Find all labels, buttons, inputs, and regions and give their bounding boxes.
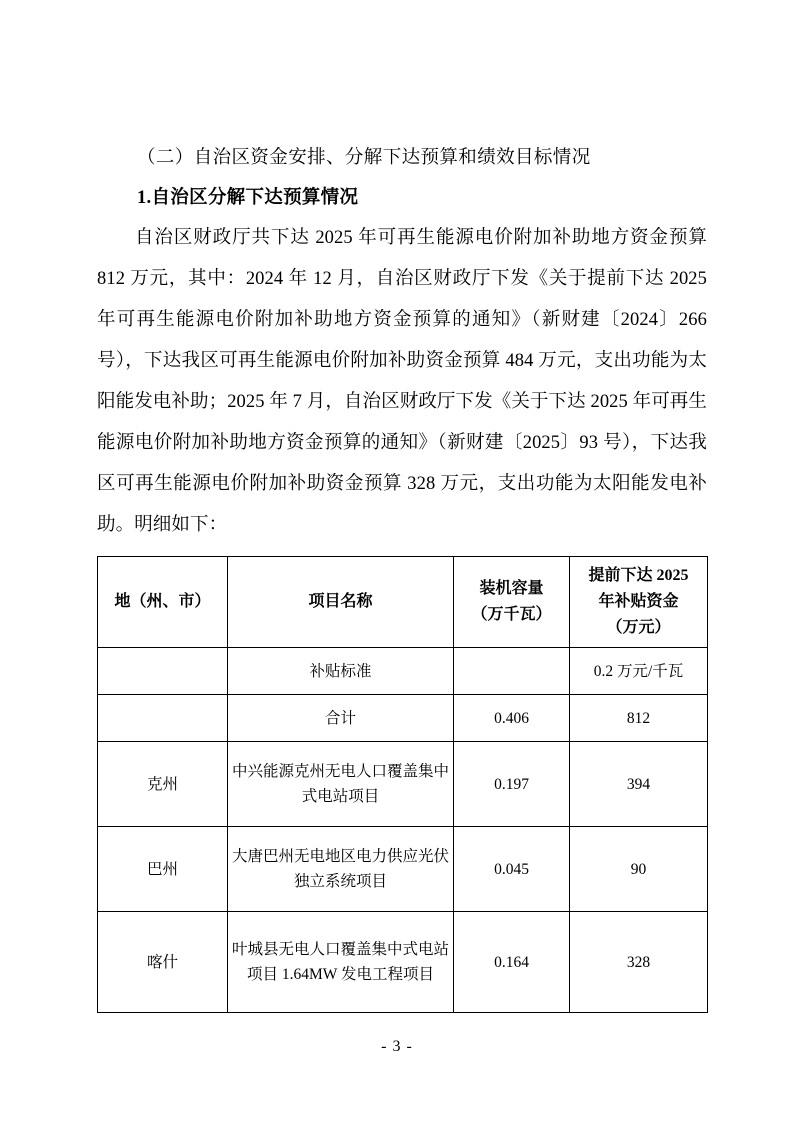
- table-row: [98, 648, 708, 695]
- budget-table: [97, 556, 708, 1013]
- cell-capacity: [454, 648, 570, 695]
- cell-capacity: 0.197: [454, 742, 570, 827]
- cell-subsidy: 90: [570, 827, 708, 912]
- page-number-text: - 3 -: [381, 1038, 413, 1055]
- table-header-capacity-line1: 装机容量: [479, 580, 544, 597]
- cell-subsidy: 394: [570, 742, 708, 827]
- page-number: [0, 1038, 794, 1056]
- table-header-subsidy-line2: 年补贴资金: [598, 593, 679, 610]
- sub-heading: 1.自治区分解下达预算情况: [137, 188, 359, 208]
- table-header-region: 地（州、市）: [98, 557, 228, 648]
- cell-region: [98, 695, 228, 742]
- table-header-project: 项目名称: [228, 557, 454, 648]
- cell-subsidy: 812: [570, 695, 708, 742]
- cell-capacity: 0.164: [454, 912, 570, 1013]
- cell-region: 巴州: [98, 827, 228, 912]
- table-header-subsidy: [570, 557, 708, 648]
- table-row: [98, 912, 708, 1013]
- cell-capacity: 0.045: [454, 827, 570, 912]
- table-header-capacity-line2: （万千瓦）: [471, 606, 552, 623]
- cell-project: 中兴能源克州无电人口覆盖集中式电站项目: [228, 742, 454, 827]
- cell-region: 喀什: [98, 912, 228, 1013]
- table-row: [98, 695, 708, 742]
- table-header-capacity: [454, 557, 570, 648]
- cell-project: 补贴标准: [228, 648, 454, 695]
- cell-capacity: 0.406: [454, 695, 570, 742]
- cell-region: 克州: [98, 742, 228, 827]
- cell-subsidy: 328: [570, 912, 708, 1013]
- section-heading: （二）自治区资金安排、分解下达预算和绩效目标情况: [137, 148, 591, 168]
- cell-subsidy: 0.2 万元/千瓦: [570, 648, 708, 695]
- table-header-subsidy-line3: （万元）: [606, 619, 671, 636]
- cell-project: 合计: [228, 695, 454, 742]
- table-header-row: [98, 557, 708, 648]
- body-paragraph: 自治区财政厅共下达 2025 年可再生能源电价附加补助地方资金预算 812 万元，其中：2024 年 12 月，自治区财政厅下发《关于提前下达 2025 年可再生能源电价附加补助地方资金预算的通知》（新财建〔2024〕266 号），下达我区可再生能源电价附加补助资金预算 484 万元，支出功能为太阳能发电补助；2025 年 7 月，自治区财政厅下发《关于下达 2025 年可再生能源电价附加补助地方资金预算的通知》（新财建〔2025〕93 号），下达我区可再生能源电价附加补助资金预算 328 万元，支出功能为太阳能发电补助。明细如下：: [97, 228, 707, 535]
- cell-project: 叶城县无电人口覆盖集中式电站项目 1.64MW 发电工程项目: [228, 912, 454, 1013]
- cell-project: 大唐巴州无电地区电力供应光伏独立系统项目: [228, 827, 454, 912]
- document-body: [97, 140, 707, 1013]
- table-row: [98, 742, 708, 827]
- table-row: [98, 827, 708, 912]
- cell-region: [98, 648, 228, 695]
- table-header-subsidy-line1: 提前下达 2025: [588, 567, 689, 584]
